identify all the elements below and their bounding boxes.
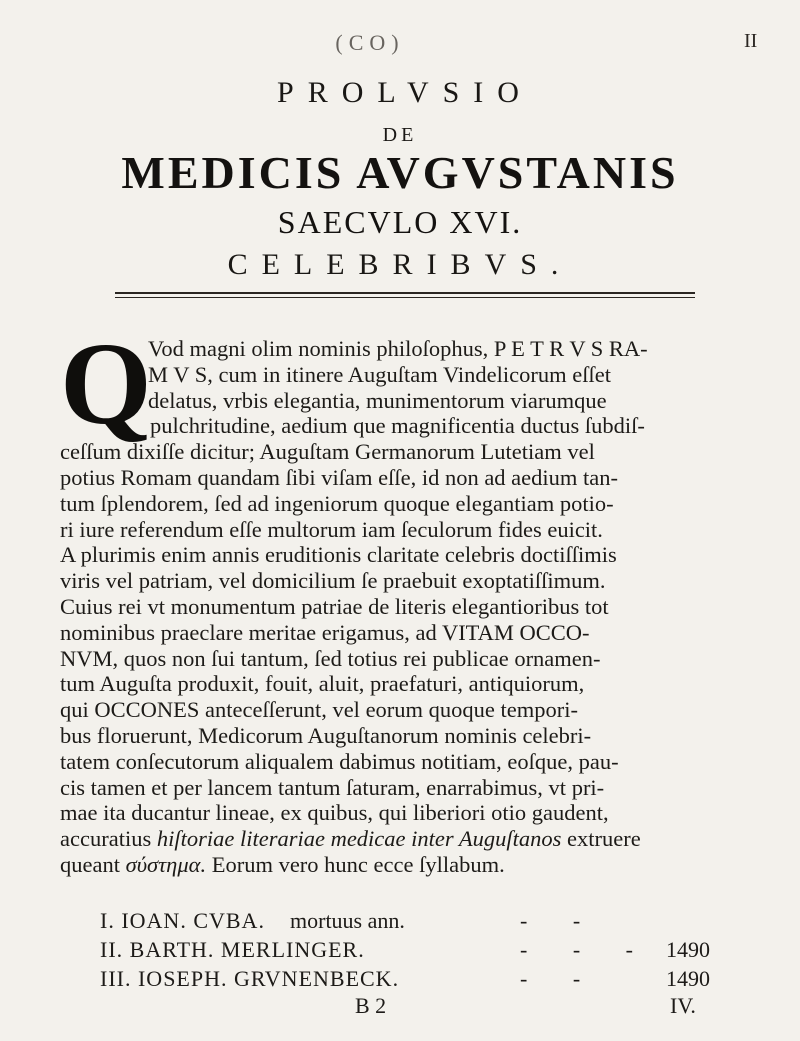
body-line	[60, 826, 732, 852]
list-item	[100, 937, 740, 966]
page-number: II	[744, 30, 758, 52]
body-line: potius Romam quandam ſibi viſam eſſe, id non ad aedium tan-	[60, 464, 619, 490]
body-line: bus floruerunt, Medicorum Auguſtanorum nominis celebri-	[60, 722, 592, 748]
physician-list	[100, 908, 740, 995]
list-item	[100, 966, 740, 995]
title-medicis-avgvstanis: MEDICIS AVGVSTANIS	[121, 147, 679, 198]
body-line: delatus, vrbis elegantia, munimentorum viarumque	[148, 387, 607, 413]
list-item-year: 1490	[666, 966, 710, 991]
body-line-start: accuratius	[60, 826, 157, 852]
body-line: tatem conſecutorum aliqualem dabimus notitiam, eoſque, pau-	[60, 748, 619, 774]
list-item-name: I. IOAN. CVBA.	[100, 908, 265, 933]
list-item-year: 1490	[666, 937, 710, 962]
title-de: DE	[382, 124, 418, 146]
list-item-leader: - - -	[520, 937, 653, 962]
body-line-start: queant	[60, 851, 126, 877]
list-item-name: II. BARTH. MERLINGER.	[100, 937, 365, 962]
body-line: mae ita ducantur lineae, ex quibus, qui liberiori otio gaudent,	[60, 800, 609, 826]
body-text	[60, 318, 732, 878]
body-line: viris vel patriam, vel domicilium ſe praebuit exoptatiſſimum.	[60, 568, 606, 594]
body-line-end: Eorum vero hunc ecce ſyllabum.	[206, 851, 505, 877]
body-line	[60, 852, 732, 878]
header-ornament: (CO)	[335, 30, 405, 55]
list-item-leader: - -	[520, 966, 601, 991]
body-line: tum Auguſta produxit, fouit, aluit, praefaturi, antiquiorum,	[60, 671, 585, 697]
list-item-leader: - -	[520, 908, 601, 933]
body-line: qui OCCONES anteceſſerunt, vel eorum quoque tempori-	[60, 697, 579, 723]
drop-cap: Q	[60, 318, 152, 449]
list-item-status: mortuus ann.	[290, 908, 405, 933]
list-item	[100, 908, 740, 937]
body-line: Vod magni olim nominis philoſophus, P E T R V S RA-	[148, 336, 648, 361]
body-line: ceſſum dixiſſe dicitur; Auguſtam Germanorum Lutetiam vel	[60, 439, 595, 465]
body-line: NVM, quos non ſui tantum, ſed totius rei publicae ornamen-	[60, 645, 601, 671]
catchword: IV.	[670, 993, 696, 1018]
italic-phrase: hiſtoriae literariae medicae inter Auguſtanos	[156, 826, 562, 852]
greek-word: σύστημα.	[125, 851, 207, 877]
signature-mark: B 2	[355, 993, 387, 1018]
body-line: cis tamen et per lancem tantum ſaturam, enarrabimus, vt pri-	[60, 774, 605, 800]
body-line-end: extruere	[561, 826, 641, 852]
title-prolusio: PROLVSIO	[277, 76, 533, 109]
title-saecvlo: SAECVLO XVI.	[277, 204, 523, 240]
title-rule	[115, 292, 695, 298]
body-line: Cuius rei vt monumentum patriae de literis elegantioribus tot	[60, 593, 609, 619]
body-line: tum ſplendorem, ſed ad ingeniorum quoque elegantiam potio-	[60, 490, 614, 516]
body-line: A plurimis enim annis eruditionis claritate celebris doctiſſimis	[60, 542, 617, 568]
body-line: M V S, cum in itinere Auguſtam Vindelicorum eſſet	[148, 361, 611, 387]
body-line: ri iure referendum eſſe multorum iam ſeculorum fides euicit.	[60, 516, 603, 542]
title-celebribvs: CELEBRIBVS.	[227, 248, 573, 281]
body-line: pulchritudine, aedium que magnificentia ductus ſubdiſ-	[150, 413, 645, 439]
list-item-name: III. IOSEPH. GRVNENBECK.	[100, 966, 400, 991]
body-line: nominibus praeclare meritae erigamus, ad VITAM OCCO-	[60, 619, 590, 645]
